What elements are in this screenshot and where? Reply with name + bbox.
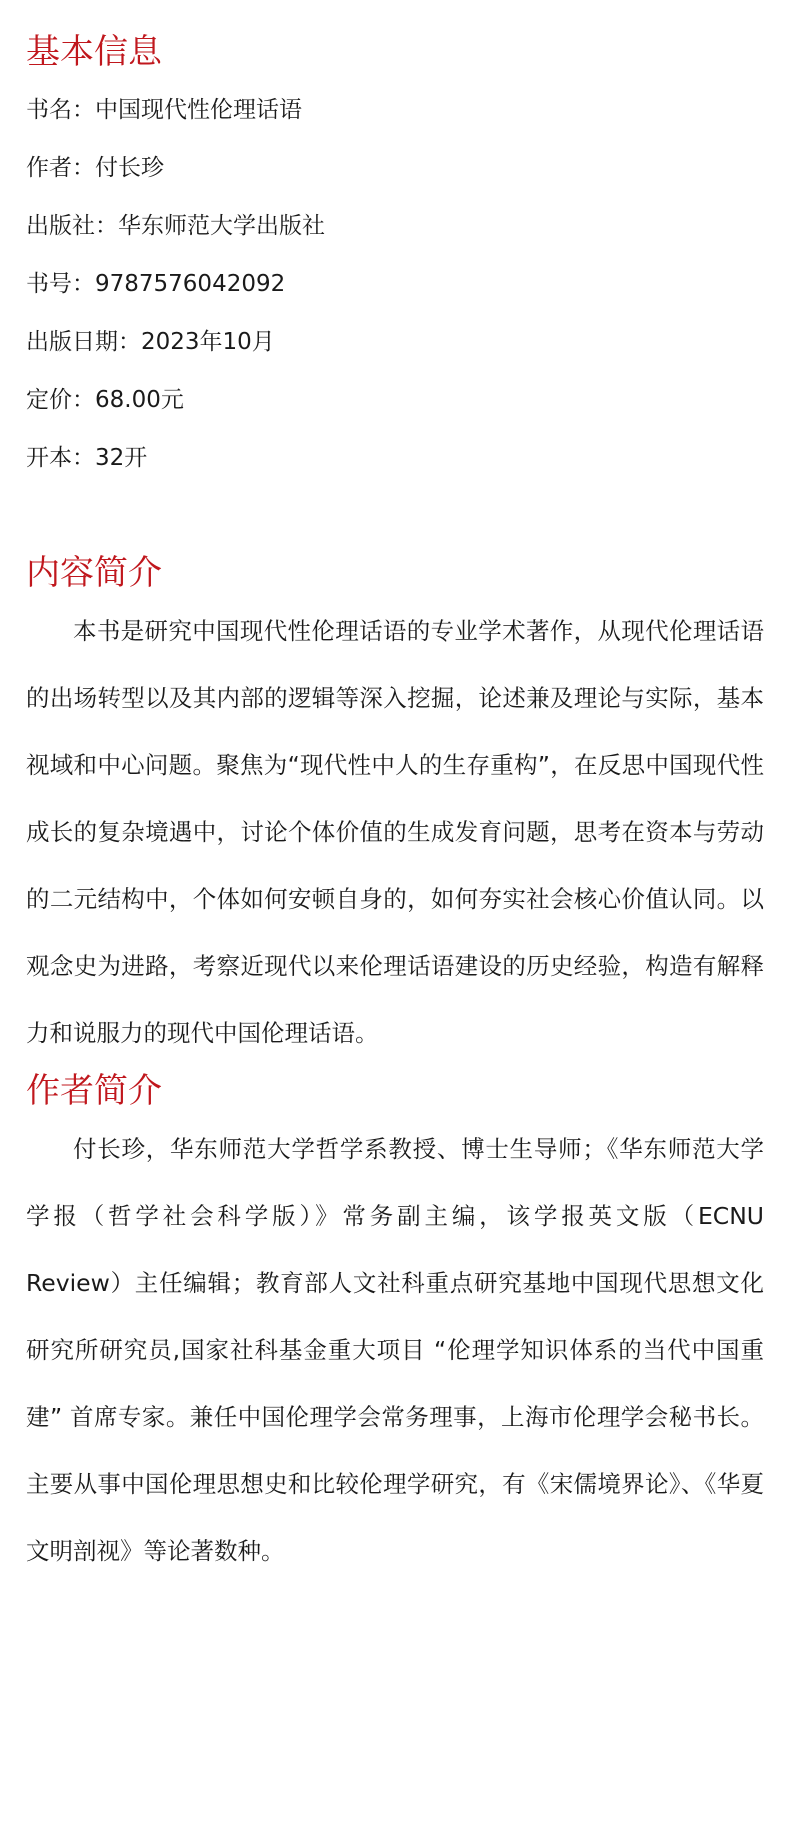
author-intro-heading: 作者简介 xyxy=(26,1071,162,1111)
info-label: 出版日期： xyxy=(26,329,141,355)
info-value: 2023年10月 xyxy=(141,329,275,355)
info-value: 中国现代性伦理话语 xyxy=(95,97,302,123)
info-format-line xyxy=(26,442,147,474)
info-label: 出版社： xyxy=(26,213,118,239)
info-label: 开本： xyxy=(26,445,95,471)
info-label: 书名： xyxy=(26,97,95,123)
info-author-line xyxy=(26,152,164,184)
content-intro-heading: 内容简介 xyxy=(26,553,162,593)
info-value: 华东师范大学出版社 xyxy=(118,213,325,239)
info-value: 付长珍 xyxy=(95,155,164,181)
content-intro-text: 本书是研究中国现代性伦理话语的专业学术著作，从现代伦理话语的出场转型以及其内部的逻辑等深入挖掘，论述兼及理论与实际，基本视域和中心问题。聚焦为“现代性中人的生存重构”，在反思中国现代性成长的复杂境遇中，讨论个体价值的生成发育问题，思考在资本与劳动的二元结构中，个体如何安顿自身的，如何夯实社会核心价值认同。以观念史为进路，考察近现代以来伦理话语建设的历史经验，构造有解释力和说服力的现代中国伦理话语。 xyxy=(26,617,764,1047)
info-label: 定价： xyxy=(26,387,95,413)
info-value: 9787576042092 xyxy=(95,271,286,297)
info-price-line xyxy=(26,384,184,416)
info-date-line xyxy=(26,326,275,358)
info-label: 作者： xyxy=(26,155,95,181)
info-value: 68.00元 xyxy=(95,387,184,413)
author-intro-text: 付长珍，华东师范大学哲学系教授、博士生导师；《华东师范大学学报（哲学社会科学版）》常务副主编，该学报英文版（ECNU Review）主任编辑；教育部人文社科重点研究基地中国现代思想文化研究所研究员,国家社科基金重大项目 “伦理学知识体系的当代中国重建” 首席专家。兼任中国伦理学会常务理事，上海市伦理学会秘书长。主要从事中国伦理思想史和比较伦理学研究，有《宋儒境界论》、《华夏文明剖视》等论著数种。 xyxy=(26,1135,764,1565)
info-publisher-line xyxy=(26,210,325,242)
basic-info-heading: 基本信息 xyxy=(26,32,162,72)
info-label: 书号： xyxy=(26,271,95,297)
info-title-line xyxy=(26,94,302,126)
info-isbn-line xyxy=(26,268,285,300)
info-value: 32开 xyxy=(95,445,148,471)
